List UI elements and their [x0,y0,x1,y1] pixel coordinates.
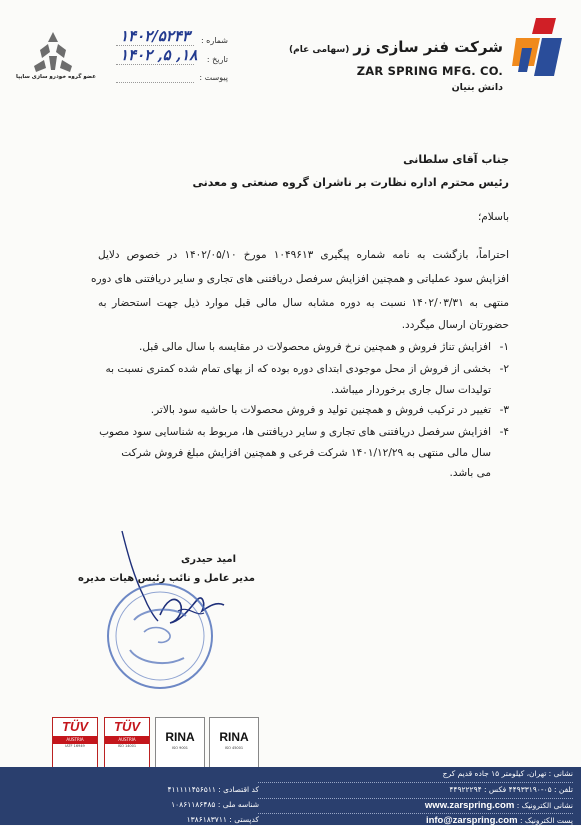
list-item-number: ۲- [499,363,509,375]
list-item-text: افزایش سرفصل دریافتنی های تجاری و سایر دریافتنی ها، مربوط به شناسایی سود مصوب [99,426,491,438]
tuv-band: AUSTRIA [53,736,97,744]
list-item-continuation: سال مالی منتهی به ۱۴۰۱/۱۲/۲۹ شرکت فرعی و همچنین افزایش مبلغ فروش شرکت [121,447,491,459]
footer-phone: تلفن : ۰۵-۴۴۹۳۳۱۹۰ فکس : ۴۴۹۲۲۲۹۴ [449,785,573,794]
letter-number-value: ۱۴۰۲/۵۲۴۳ [120,27,190,45]
list-item-number: ۴- [499,426,509,438]
tuv-iso: ISO 14001 [117,744,137,748]
tuv-certification-badge [104,717,150,769]
company-name: شرکت فنر سازی زر(سهامی عام) [288,38,503,56]
email-link: info@zarspring.com [425,815,518,826]
saipa-logo-icon [30,30,76,74]
rina-iso: ISO 45001 [224,746,244,750]
footer-website: نشانی الکترونیک : www.zarspring.com [424,800,573,811]
footer-postal-code: کدپستی : ۱۳۸۶۱۸۳۷۱۱ [186,815,259,824]
intro-line: احتراماً، بازگشت به نامه شماره پیگیری ۱۰۴۹۶۱۳ مورخ ۱۴۰۲/۰۵/۱۰ در خصوص دلایل [98,249,510,261]
company-tagline: دانش بنیان [451,82,503,93]
recipient-title: رئیس محترم اداره نظارت بر ناشران گروه صنعتی و معدنی [192,176,509,189]
footer-national-id: شناسه ملی : ۱۰۸۶۱۱۸۶۴۸۵ [171,800,259,809]
intro-line: منتهی به ۱۴۰۲/۰۳/۳۱ نسبت به دوره مشابه سال مالی قبل موارد ذیل جهت استحضار به [98,297,510,309]
footer-economic-code: کد اقتصادی : ۴۱۱۱۱۱۴۵۶۵۱۱ [167,785,259,794]
letter-number-label: شماره : [200,36,228,45]
list-item-text: بخشی از فروش از محل موجودی ابتدای دوره بوده که از بهای تمام شده کمتری نسبت به [105,363,491,375]
website-link: www.zarspring.com [424,800,515,811]
letter-date-label: تاریخ : [206,55,228,64]
list-item-number: ۳- [499,404,509,416]
list-item [139,341,509,353]
company-name-english: ZAR SPRING MFG. CO. [356,64,503,78]
rina-mark: RINA [165,730,195,744]
list-item [106,363,509,375]
footer-email: پست الکترونیک : info@zarspring.com [425,815,573,826]
rina-iso: ISO 9001 [171,746,189,750]
footer-address: نشانی : تهران، کیلومتر ۱۵ جاده قدیم کرج [442,769,573,778]
list-item-text: تغییر در ترکیب فروش و همچنین تولید و فروش محصولات با حاشیه سود بالاتر. [150,404,491,416]
list-item-continuation: تولیدات سال جاری برخوردار میباشد. [330,384,491,396]
letterhead-footer [0,767,581,825]
list-item [151,404,509,416]
signer-role: مدیر عامل و نائب رئیس هیات مدیره [78,573,255,584]
letter-attachment-label: پیوست : [199,73,228,82]
rina-mark: RINA [219,730,249,744]
zar-spring-logo-icon [512,18,562,80]
greeting: باسلام؛ [477,211,509,223]
signer-name: امید حیدری [181,554,236,565]
rina-certification-badge [209,717,259,769]
tuv-mark: TÜV [105,718,149,736]
tuv-iso: IATF 16949 [65,744,85,748]
company-stamp-icon [104,580,216,692]
list-item-continuation: می باشد. [449,467,491,479]
tuv-mark: TÜV [53,718,97,736]
recipient-name: جناب آقای سلطانی [403,153,509,166]
list-item-text: افزایش تناژ فروش و همچنین نرخ فروش محصولات در مقایسه با سال مالی قبل. [139,341,491,353]
rina-certification-badge [155,717,205,769]
saipa-caption: عضو گروه خودرو سازی سایپا [16,74,96,80]
list-item-number: ۱- [499,341,509,353]
list-item [99,426,509,438]
intro-line: افزایش سود عملیاتی و همچنین افزایش سرفصل دریافتنی های تجاری و سایر دریافتنی های دوره [91,273,509,285]
letter-date-value: ۱۴۰۲ ,۵ ,۱۸ [120,46,198,64]
tuv-band: AUSTRIA [105,736,149,744]
tuv-certification-badge [52,717,98,769]
intro-line: حضورتان ارسال میگردد. [401,319,509,331]
